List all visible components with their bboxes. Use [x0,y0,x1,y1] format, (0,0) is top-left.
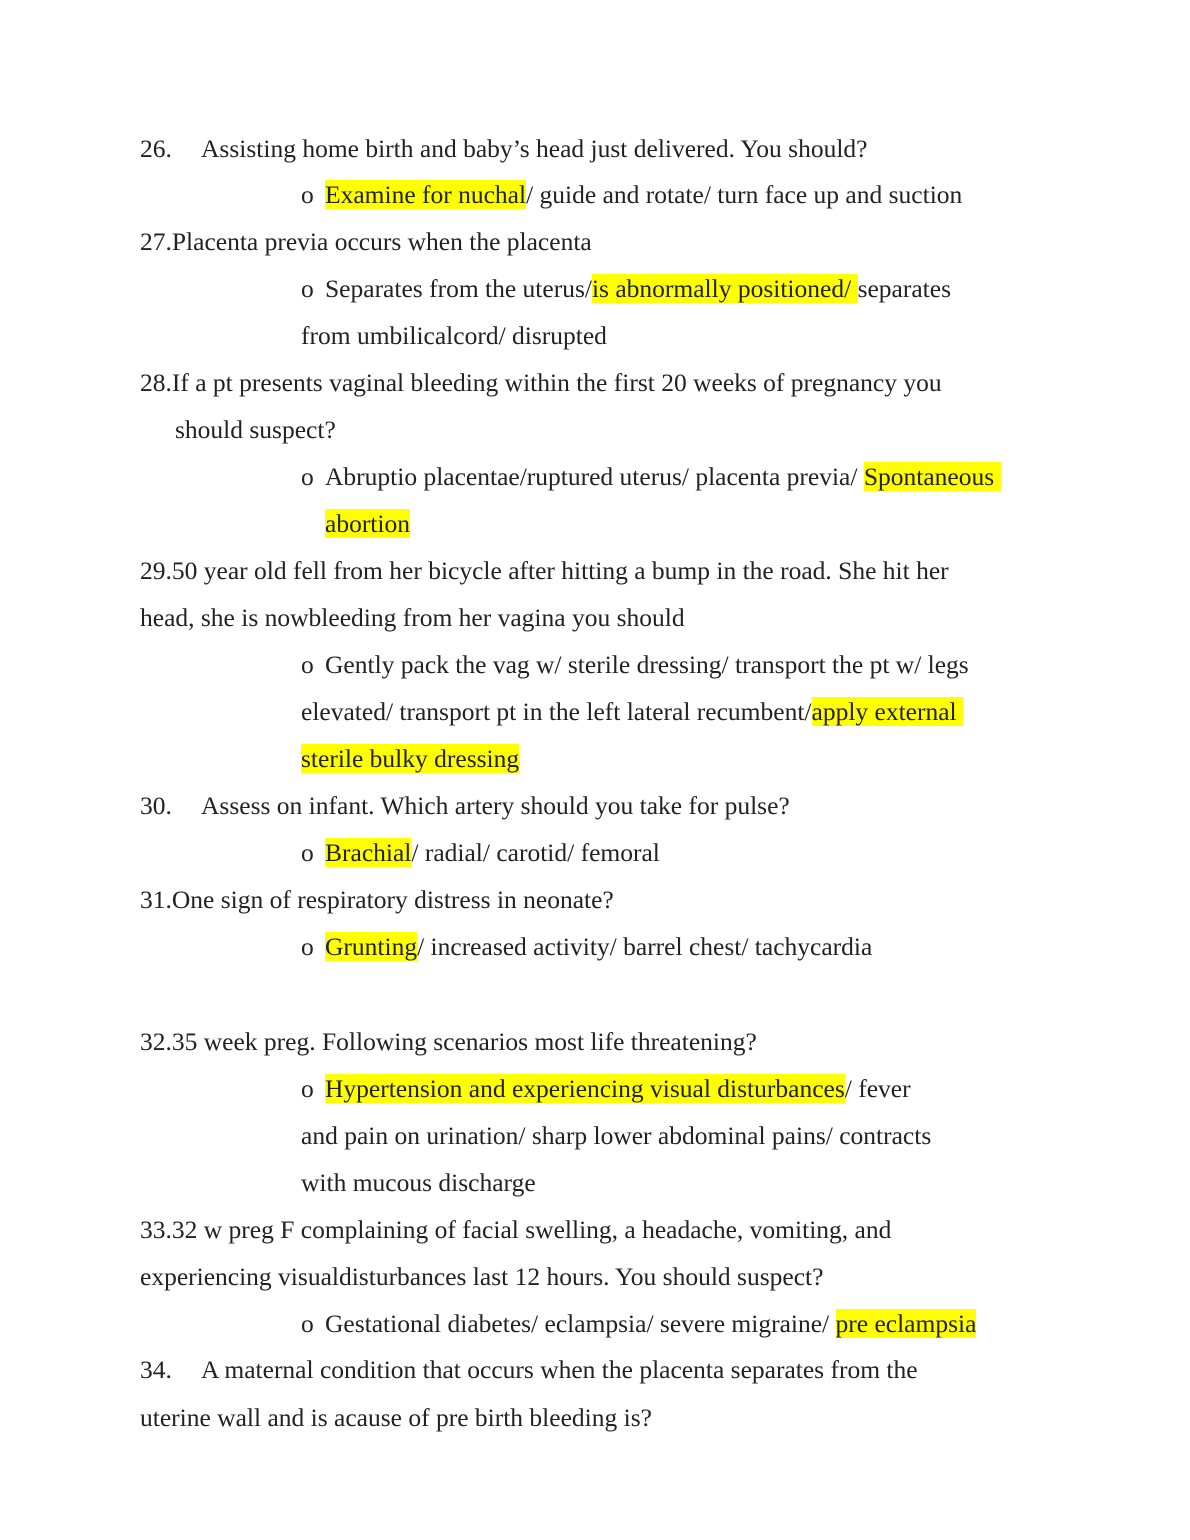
bullet-marker: o [301,274,314,303]
q26-question: Assisting home birth and baby’s head just delivered. You should? [201,134,868,163]
bullet-marker: o [301,180,314,209]
q32-answer-rest: / fever [844,1074,911,1103]
bullet-marker: o [301,650,314,679]
q32-question: 32.35 week preg. Following scenarios most life threatening? [140,1027,757,1056]
q30-highlighted-answer: Brachial [325,838,412,867]
q29-question-line-1: 29.50 year old fell from her bicycle after hitting a bump in the road. She hit her [140,556,949,585]
q31-highlighted-answer: Grunting [325,932,418,961]
q27-answer-line-2: from umbilicalcord/ disrupted [301,321,607,350]
q27-answer-line-1 [301,274,951,304]
q26-answer [301,180,962,210]
q28-answer-line-2 [325,509,410,539]
q32-highlighted-answer: Hypertension and experiencing visual disturbances [325,1074,845,1103]
q33-highlighted-answer: pre eclampsia [835,1309,977,1338]
q28-answer-pre: Abruptio placentae/ruptured uterus/ placenta previa/ [325,462,864,491]
q29-answer-line-3 [301,744,519,774]
q34-question-line-1: A maternal condition that occurs when the placenta separates from the [201,1355,918,1384]
q29-highlighted-answer: apply external [811,697,964,726]
q27-answer-post: separates [857,274,952,303]
q33-question-line-1: 33.32 w preg F complaining of facial swelling, a headache, vomiting, and [140,1215,892,1244]
q34-number: 34. [140,1355,172,1384]
q31-question: 31.One sign of respiratory distress in neonate? [140,885,614,914]
q27-highlighted-answer: is abnormally positioned/ [591,274,858,303]
bullet-marker: o [301,932,314,961]
q28-answer-line-1 [301,462,1001,492]
bullet-marker: o [301,462,314,491]
q30-question: Assess on infant. Which artery should you take for pulse? [201,791,790,820]
q26-highlighted-answer: Examine for nuchal [325,180,527,209]
q29-answer-text: Gently pack the vag w/ sterile dressing/ transport the pt w/ legs [325,650,969,679]
q27-question: 27.Placenta previa occurs when the placenta [140,227,592,256]
q30-answer [301,838,660,868]
q30-answer-rest: / radial/ carotid/ femoral [411,838,660,867]
q28-highlighted-answer: Spontaneous [863,462,1001,491]
q29-answer-line-2 [301,697,963,727]
q32-answer-line-3: with mucous discharge [301,1168,536,1197]
q28-highlighted-answer-cont: abortion [325,509,410,538]
q28-question-line-1: 28.If a pt presents vaginal bleeding within the first 20 weeks of pregnancy you [140,368,942,397]
q27-answer-pre: Separates from the uterus/ [325,274,592,303]
bullet-marker: o [301,838,314,867]
q32-answer-line-1 [301,1074,911,1104]
q29-answer-line-1 [301,650,969,680]
q31-answer-rest: / increased activity/ barrel chest/ tachycardia [417,932,873,961]
q32-answer-line-2: and pain on urination/ sharp lower abdominal pains/ contracts [301,1121,932,1150]
q29-question-line-2: head, she is nowbleeding from her vagina you should [140,603,685,632]
q26-answer-rest: / guide and rotate/ turn face up and suction [526,180,963,209]
q29-highlighted-answer-cont: sterile bulky dressing [301,744,520,773]
q33-answer [301,1309,976,1339]
q33-answer-pre: Gestational diabetes/ eclampsia/ severe migraine/ [325,1309,836,1338]
q28-question-line-2: should suspect? [175,415,336,444]
q33-question-line-2: experiencing visualdisturbances last 12 hours. You should suspect? [140,1262,824,1291]
q34-question-line-2: uterine wall and is acause of pre birth bleeding is? [140,1403,652,1432]
q31-answer [301,932,872,962]
q29-answer-pre: elevated/ transport pt in the left lateral recumbent/ [301,697,812,726]
q30-number: 30. [140,791,172,820]
q26-number: 26. [140,134,172,163]
bullet-marker: o [301,1074,314,1103]
bullet-marker: o [301,1309,314,1338]
